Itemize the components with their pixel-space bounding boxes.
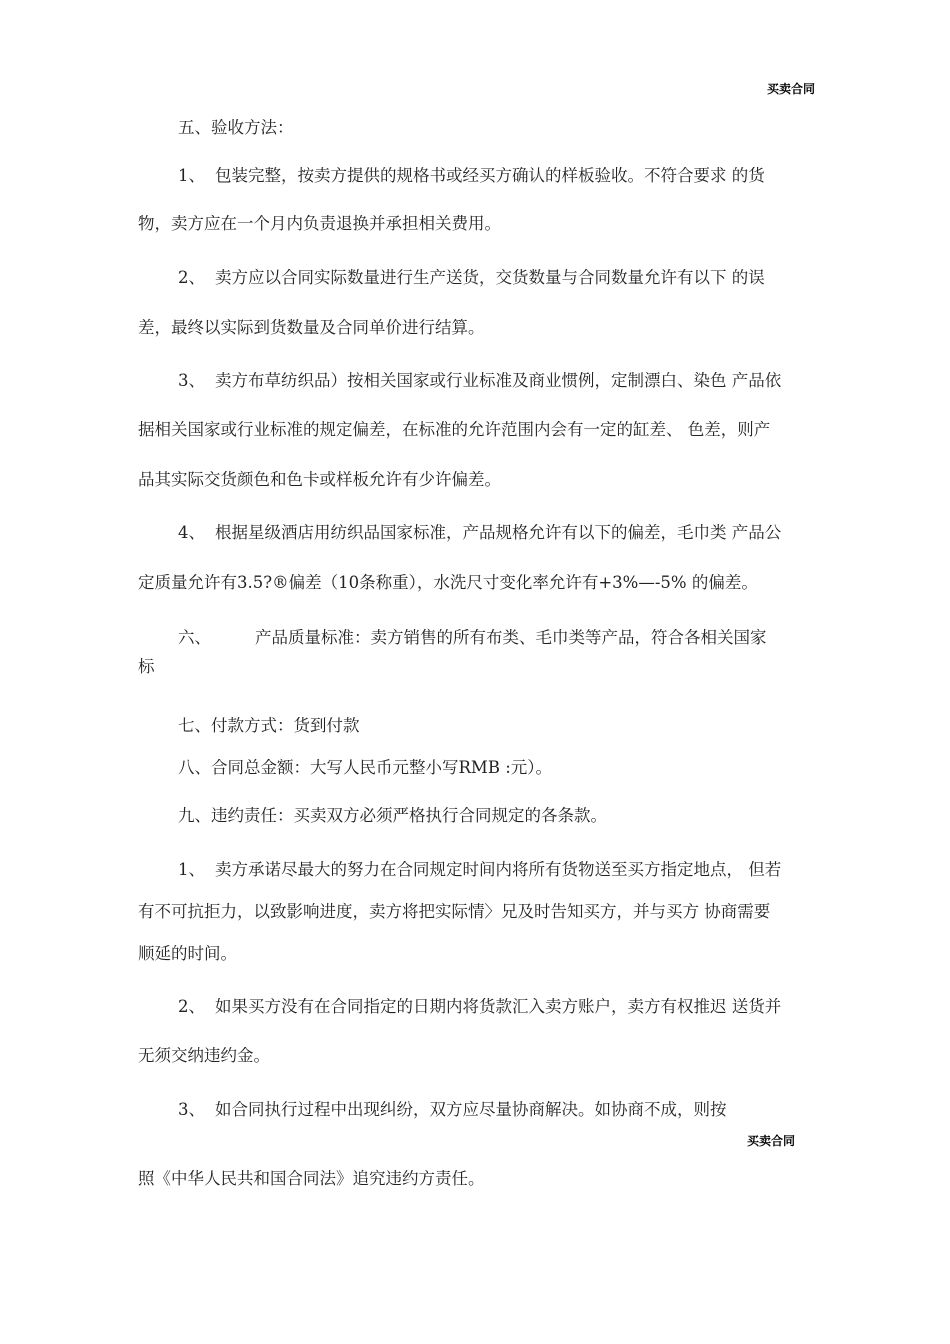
section-5-item-3-line-2: 据相关国家或行业标准的规定偏差，在标准的允许范围内会有一定的缸差、 色差，则产 — [138, 420, 771, 439]
section-9-item-3-number: 3、 — [178, 1100, 205, 1119]
section-9-item-2-line-2: 无须交纳违约金。 — [138, 1046, 270, 1065]
section-5-heading: 五、验收方法： — [178, 118, 294, 137]
section-9-heading: 九、违约责任：买卖双方必须严格执行合同规定的各条款。 — [178, 806, 607, 825]
page-break-header-label: 买卖合同 — [747, 1134, 796, 1148]
section-9-item-2-number: 2、 — [178, 997, 205, 1016]
section-6-number: 六、 — [178, 628, 211, 647]
section-5-item-1-line-2: 物，卖方应在一个月内负责退换并承担相关费用。 — [138, 214, 501, 233]
page-header-label: 买卖合同 — [767, 82, 816, 96]
section-5-item-3-line-3: 品其实际交货颜色和色卡或样板允许有少许偏差。 — [138, 470, 501, 489]
section-5-item-1-number: 1、 — [178, 166, 205, 185]
section-5-item-3-line-1: 卖方布草纺织品）按相关国家或行业标准及商业惯例，定制漂白、染色 产品依 — [215, 371, 782, 390]
section-5-item-4-line-1: 根据星级酒店用纺织品国家标准，产品规格允许有以下的偏差，毛巾类 产品公 — [215, 523, 782, 542]
section-9-item-1-line-3: 顺延的时间。 — [138, 944, 237, 963]
section-5-item-2-line-1: 卖方应以合同实际数量进行生产送货，交货数量与合同数量允许有以下 的误 — [215, 268, 765, 287]
section-9-item-3-line-2: 照《中华人民共和国合同法》追究违约方责任。 — [138, 1169, 485, 1188]
section-9-item-1-number: 1、 — [178, 860, 205, 879]
section-5-item-4-line-2: 定质量允许有3.5?®偏差（10条称重），水洗尺寸变化率允许有+3%—-5% 的偏差。 — [138, 573, 758, 592]
section-5-item-2-line-2: 差，最终以实际到货数量及合同单价进行结算。 — [138, 318, 485, 337]
section-9-item-1-line-2: 有不可抗拒力，以致影响进度，卖方将把实际情〉兄及时告知买方，并与买方 协商需要 — [138, 902, 771, 921]
section-5-item-1-line-1: 包装完整，按卖方提供的规格书或经买方确认的样板验收。不符合要求 的货 — [215, 166, 765, 185]
section-6-line-1: 产品质量标准：卖方销售的所有布类、毛巾类等产品，符合各相关国家 — [255, 628, 767, 647]
section-9-item-1-line-1: 卖方承诺尽最大的努力在合同规定时间内将所有货物送至买方指定地点， 但若 — [215, 860, 782, 879]
section-5-item-2-number: 2、 — [178, 268, 205, 287]
section-9-item-3-line-1: 如合同执行过程中出现纠纷，双方应尽量协商解决。如协商不成，则按 — [215, 1100, 727, 1119]
section-8-contract-amount: 八、合同总金额：大写人民币元整小写RMB :元）。 — [178, 758, 552, 777]
section-7-payment-method: 七、付款方式：货到付款 — [178, 716, 360, 735]
section-5-item-3-number: 3、 — [178, 371, 205, 390]
section-6-line-2: 标 — [138, 657, 155, 676]
section-9-item-2-line-1: 如果买方没有在合同指定的日期内将货款汇入卖方账户，卖方有权推迟 送货并 — [215, 997, 782, 1016]
section-5-item-4-number: 4、 — [178, 523, 205, 542]
